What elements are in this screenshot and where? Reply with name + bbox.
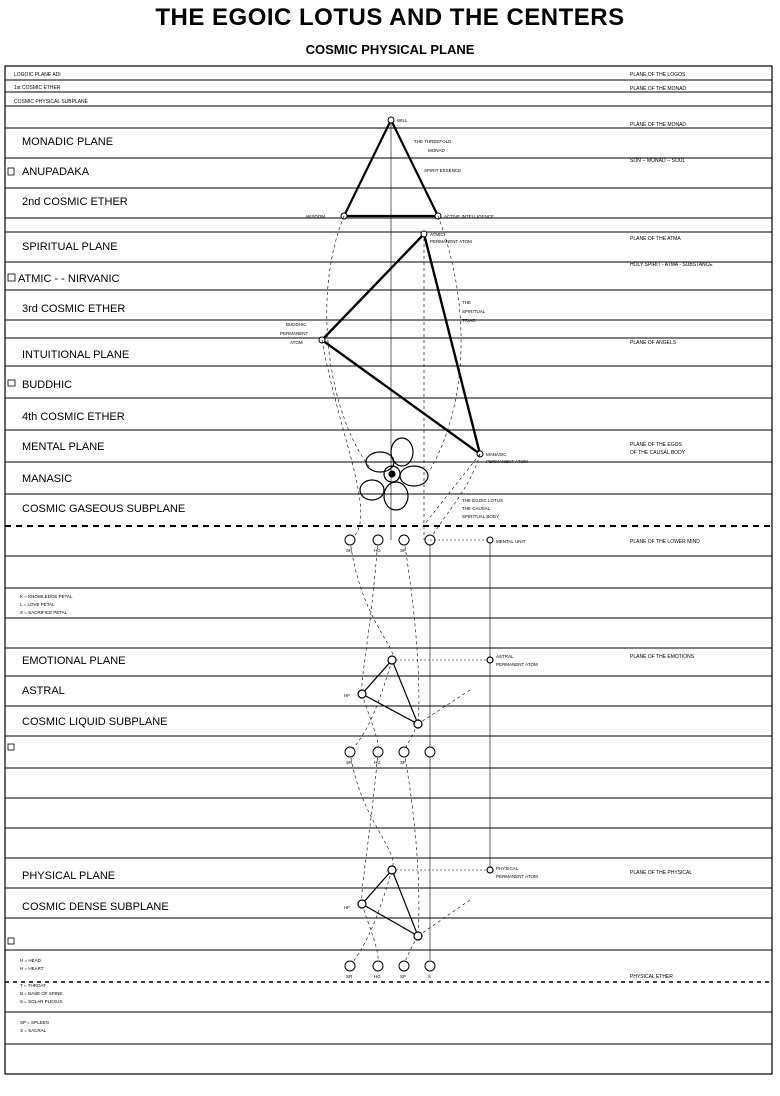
svg-text:SR: SR	[346, 760, 353, 765]
annot-physical: PHYSICAL	[496, 866, 519, 871]
annot-atom-2: ATOM	[290, 340, 303, 345]
annot-buddhic: BUDDHIC	[286, 322, 307, 327]
annot-spiritual-body: SPIRITUAL BODY	[462, 514, 500, 519]
will-node	[388, 117, 394, 123]
svg-text:SP: SP	[400, 548, 407, 553]
plane-labels	[14, 72, 185, 913]
label-cosmic-ether-3: 3rd COSMIC ETHER	[22, 303, 126, 315]
label-astral: ASTRAL	[22, 685, 65, 697]
annot-triad: TRIAD	[462, 318, 476, 323]
svg-text:SR: SR	[346, 548, 353, 553]
annot-mental-unit: MENTAL UNIT	[496, 539, 526, 544]
svg-text:HG: HG	[374, 548, 381, 553]
annot-spiritual: SPIRITUAL	[462, 309, 486, 314]
label-manasic: MANASIC	[22, 473, 73, 485]
page-subtitle: COSMIC PHYSICAL PLANE	[305, 42, 475, 57]
label-logoic: LOGOIC PLANE ADI	[14, 72, 61, 78]
annot-perm-atom: PERMANENT ATOM	[430, 239, 472, 244]
annot-spirit: SPIRIT ESSENCE	[424, 168, 462, 173]
right-label: SON -- MONAD -- SOUL	[630, 158, 686, 164]
svg-text:SR: SR	[346, 974, 353, 979]
svg-text:SP: SP	[400, 974, 407, 979]
label-spiritual: SPIRITUAL PLANE	[22, 241, 118, 253]
label-cosmic-ether-1: 1st COSMIC ETHER	[14, 85, 61, 91]
annot-perm-3: PERMANENT ATOM	[486, 459, 528, 464]
label-monadic: MONADIC PLANE	[22, 136, 114, 148]
label-anupadaka: ANUPADAKA	[22, 166, 90, 178]
note: B = BASE OF SPINE	[20, 991, 63, 996]
label-physical: PHYSICAL PLANE	[22, 870, 116, 882]
page-title: THE EGOIC LOTUS AND THE CENTERS	[155, 4, 625, 31]
note: K = KNOWLEDGE PETAL	[20, 594, 73, 599]
right-label: PLANE OF THE LOWER MIND	[630, 539, 700, 545]
annot-perm-4: PERMANENT ATOM	[496, 662, 538, 667]
plane-lines	[5, 80, 772, 1044]
svg-text:S: S	[428, 974, 432, 979]
note: L = LOVE PETAL	[20, 602, 55, 607]
right-label: PLANE OF THE ATMA	[630, 236, 681, 242]
annot-astral: ASTRAL	[496, 654, 514, 659]
annot-perm-2: PERMANENT	[280, 331, 309, 336]
annot-monad: MONAD	[428, 148, 445, 153]
diagram-annotations	[280, 118, 538, 910]
annot-hf-2: HF	[344, 905, 350, 910]
diagram-frame	[5, 66, 772, 1074]
right-label: HOLY SPIRIT - ATMA - SUBSTANCE	[630, 262, 713, 268]
annot-atmic: ATMIC	[430, 232, 444, 237]
label-cosmic-dense: COSMIC DENSE SUBPLANE	[22, 901, 169, 913]
svg-text:HG: HG	[374, 974, 381, 979]
physical-triangle	[358, 866, 493, 940]
annot-intelligence: ACTIVE INTELLIGENCE	[444, 214, 495, 219]
label-atmic: ATMIC - - NIRVANIC	[18, 273, 120, 285]
label-cosmic-ether-4: 4th COSMIC ETHER	[22, 411, 125, 423]
note: H = HEAD	[20, 958, 41, 963]
label-buddhic: BUDDHIC	[22, 379, 73, 391]
connection-curves	[322, 216, 480, 966]
right-label: PLANE OF THE LOGOS	[630, 72, 686, 78]
svg-text:HG: HG	[374, 760, 381, 765]
center-labels	[346, 548, 431, 979]
note: T = THROAT	[20, 983, 46, 988]
note: S = SACRIFICE PETAL	[20, 610, 68, 615]
right-label: PLANE OF THE EGOS	[630, 442, 682, 448]
annot-causal: THE CAUSAL	[462, 506, 491, 511]
label-cosmic-gaseous: COSMIC GASEOUS SUBPLANE	[22, 503, 186, 515]
label-cosmic-ether-2: 2nd COSMIC ETHER	[22, 196, 128, 208]
annot-wisdom: WISDOM	[306, 214, 325, 219]
label-cosmic-liquid: COSMIC LIQUID SUBPLANE	[22, 716, 168, 728]
astral-triangle	[358, 656, 493, 728]
right-label: OF THE CAUSAL BODY	[630, 450, 686, 456]
note: H = HEART	[20, 966, 44, 971]
right-label: PLANE OF THE EMOTIONS	[630, 654, 695, 660]
physical-centers	[345, 961, 435, 971]
spiritual-triad	[319, 231, 483, 457]
egoic-lotus	[360, 438, 428, 510]
annot-the: THE	[462, 300, 471, 305]
right-label: PLANE OF THE MONAD	[630, 122, 687, 128]
label-mental: MENTAL PLANE	[22, 441, 105, 453]
annot-will: WILL	[397, 118, 408, 123]
right-label: PHYSICAL ETHER	[630, 974, 673, 980]
right-label: PLANE OF THE PHYSICAL	[630, 870, 693, 876]
svg-text:SP: SP	[400, 760, 407, 765]
label-emotional: EMOTIONAL PLANE	[22, 655, 126, 667]
annot-egoic-lotus: THE EGOIC LOTUS	[462, 498, 504, 503]
annot-perm-5: PERMANENT ATOM	[496, 874, 538, 879]
label-cosmic-physical: COSMIC PHYSICAL SUBPLANE	[14, 99, 89, 105]
annot-hf-1: HF	[344, 693, 350, 698]
note: S = SOLAR PLEXUS	[20, 999, 63, 1004]
right-label: PLANE OF THE MONAD	[630, 86, 687, 92]
annot-manasic: MANASIC	[486, 452, 507, 457]
right-label: PLANE OF ANGELS	[630, 340, 677, 346]
note: S = SACRAL	[20, 1028, 47, 1033]
note: SP = SPLEEN	[20, 1020, 49, 1025]
annot-threefold: THE THREEFOLD	[414, 139, 452, 144]
label-intuitional: INTUITIONAL PLANE	[22, 349, 130, 361]
astral-centers	[345, 747, 435, 757]
